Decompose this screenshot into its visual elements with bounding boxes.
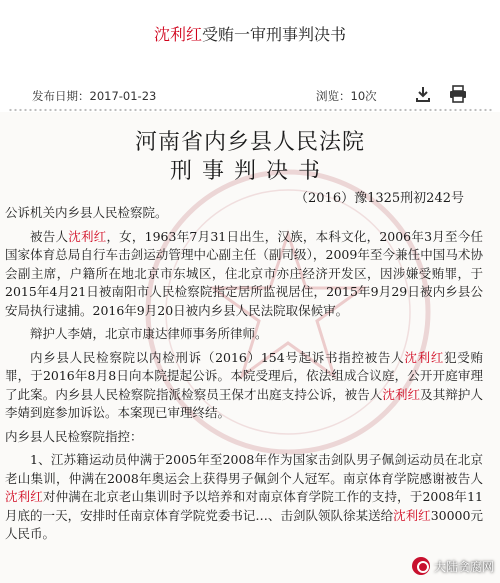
view-count: 浏览：10次 xyxy=(316,89,377,103)
site-watermark xyxy=(412,557,494,575)
defendant-name: 沈利红 xyxy=(68,228,107,244)
judgment-body xyxy=(5,204,483,549)
title-rest: 受贿一审刑事判决书 xyxy=(202,25,347,44)
page-title xyxy=(0,22,500,45)
defendant-name: 沈利红 xyxy=(393,507,431,523)
prosecutor-line: 公诉机关内乡县人民检察院。 xyxy=(5,205,168,220)
procedure-paragraph: 内乡县人民检察院以内检刑诉（2016）154号起诉书指控被告人沈利红犯受贿罪，于2016年8月8日向本院提起公诉。本院受理后，依法组成合议庭，公开开庭审理了此案。内乡县人民检察院指派检察员王保才出庭支持公诉，被告人沈利红及其辩护人李婧到庭参加诉讼。本案现已审理终结。 xyxy=(5,349,483,420)
charges-heading: 内乡县人民检察院指控： xyxy=(5,428,143,444)
defendant-name: 沈利红 xyxy=(404,349,445,365)
defendant-paragraph: 被告人沈利红，女，1963年7月31日出生，汉族，本科文化，2006年3月至今任国家体育总局自行车击剑运动管理中心副主任（副司级），2009年至今兼任中国马术协会副主席，户籍所在地北京市东城区，住北京市亦庄经济开发区，因涉嫌受贿罪，于2015年4月21日被南阳市人民检察院指定居所监视居住，2015年9月29日被内乡县公安局执行逮捕。2016年9月20日被内乡县人民法院取保候审。 xyxy=(5,228,483,318)
court-name: 河南省内乡县人民法院 xyxy=(134,130,365,155)
title-defendant-name: 沈利红 xyxy=(153,25,202,44)
document-type: 刑事判决书 xyxy=(169,159,330,184)
defendant-name: 沈利红 xyxy=(382,386,421,402)
defendant-name: 沈利红 xyxy=(5,489,43,504)
watermark-logo-icon xyxy=(412,557,430,575)
print-icon[interactable] xyxy=(448,85,468,103)
case-number: （2016）豫1325刑初242号 xyxy=(295,191,464,206)
judgment-document xyxy=(0,112,500,583)
watermark-text: 大陆贪腐网 xyxy=(433,559,494,574)
download-icon[interactable] xyxy=(414,85,432,103)
meta-bar xyxy=(10,84,488,106)
charge-item-1: 1、江苏籍运动员仲满于2005年至2008年作为国家击剑队男子佩剑运动员在北京老山集训，仲满在2008年奥运会上获得男子佩剑个人冠军。南京体育学院感谢被告人沈利红对仲满在北京老山集训时予以培养和对南京体育学院工作的支持，于2008年11月底的一天，安排时任南京体育学院党委书记…、击剑队领队徐某送给沈利红30000元人民币。 xyxy=(5,452,483,541)
defense-counsel-paragraph: 辩护人李婧，北京市康达律师事务所律师。 xyxy=(30,326,268,341)
publish-date: 发布日期：2017-01-23 xyxy=(32,89,157,103)
